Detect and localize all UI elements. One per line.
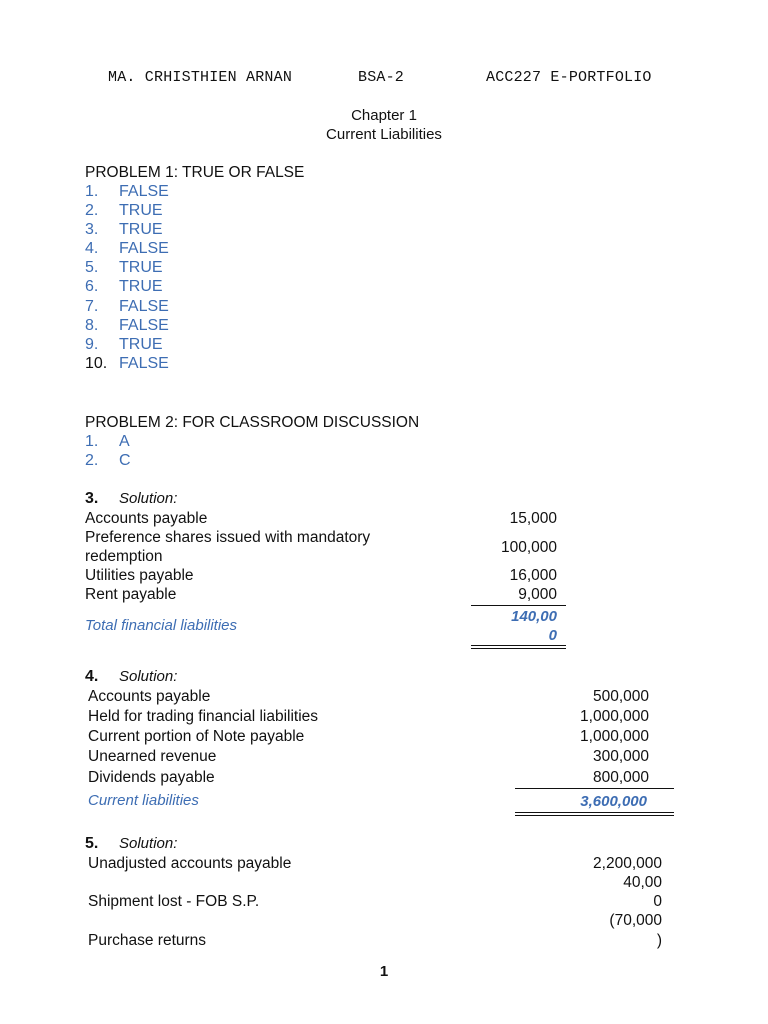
answer-text: FALSE — [119, 355, 169, 372]
solution4-number: 4. — [85, 668, 99, 685]
table-row-label: Unadjusted accounts payable — [88, 855, 292, 872]
problem1-heading: PROBLEM 1: TRUE OR FALSE — [85, 164, 305, 181]
table-row-label-cont: redemption — [85, 548, 163, 565]
total-amount-wrap: 0 — [548, 627, 557, 644]
problem2-heading: PROBLEM 2: FOR CLASSROOM DISCUSSION — [85, 414, 420, 431]
total-double-rule — [515, 812, 674, 816]
answer-text: FALSE — [119, 317, 169, 334]
course-title: ACC227 E-PORTFOLIO — [486, 69, 652, 86]
table-row-label: Shipment lost - FOB S.P. — [88, 893, 260, 910]
table-row-amount-wrap: ) — [656, 932, 662, 949]
item-number: 6. — [85, 278, 99, 295]
table-row-label: Accounts payable — [88, 688, 211, 705]
table-row-label: Accounts payable — [85, 510, 208, 527]
table-row-amount: 300,000 — [592, 748, 649, 765]
table-row-label: Held for trading financial liabilities — [88, 708, 319, 725]
subtotal-rule — [471, 605, 566, 606]
item-number: 1. — [85, 433, 99, 450]
item-number: 3. — [85, 221, 99, 238]
answer-text: FALSE — [119, 240, 169, 257]
table-row-amount: 9,000 — [518, 586, 557, 603]
program-code: BSA-2 — [358, 69, 405, 86]
solution3-label: Solution: — [119, 490, 178, 507]
answer-text: TRUE — [119, 278, 163, 295]
solution5-number: 5. — [85, 835, 99, 852]
table-row-amount: 2,200,000 — [593, 855, 662, 872]
answer-text: A — [119, 433, 130, 450]
item-number: 2. — [85, 452, 99, 469]
table-row-amount: 40,00 — [623, 874, 662, 891]
table-row-amount: (70,000 — [609, 912, 662, 929]
table-row-amount: 500,000 — [592, 688, 649, 705]
solution3-number: 3. — [85, 490, 99, 507]
solution5-label: Solution: — [119, 835, 178, 852]
table-row-label: Purchase returns — [88, 932, 207, 949]
table-row-label: Dividends payable — [88, 769, 215, 786]
answer-text: TRUE — [119, 259, 163, 276]
item-number: 2. — [85, 202, 99, 219]
item-number: 7. — [85, 298, 99, 315]
table-row-label: Current portion of Note payable — [88, 728, 305, 745]
answer-text: C — [119, 452, 131, 469]
total-label: Current liabilities — [88, 792, 199, 809]
total-double-rule — [471, 645, 566, 649]
item-number: 8. — [85, 317, 99, 334]
table-row-amount-wrap: 0 — [653, 893, 662, 910]
table-row-label: Unearned revenue — [88, 748, 217, 765]
item-number: 4. — [85, 240, 99, 257]
chapter-title: Current Liabilities — [326, 126, 442, 143]
table-row-label: Utilities payable — [85, 567, 194, 584]
answer-text: TRUE — [119, 221, 163, 238]
total-amount: 3,600,000 — [580, 793, 647, 810]
item-number: 5. — [85, 259, 99, 276]
table-row-label: Rent payable — [85, 586, 177, 603]
answer-text: FALSE — [119, 298, 169, 315]
table-row-amount: 800,000 — [592, 769, 649, 786]
table-row-amount: 100,000 — [500, 539, 557, 556]
item-number: 10. — [85, 355, 108, 372]
subtotal-rule — [515, 788, 674, 789]
page-number: 1 — [379, 963, 389, 980]
table-row-amount: 1,000,000 — [580, 728, 649, 745]
item-number: 1. — [85, 183, 99, 200]
table-row-label: Preference shares issued with mandatory — [85, 529, 371, 546]
answer-text: FALSE — [119, 183, 169, 200]
chapter-number: Chapter 1 — [351, 107, 417, 124]
solution4-label: Solution: — [119, 668, 178, 685]
table-row-amount: 15,000 — [509, 510, 557, 527]
total-amount: 140,00 — [511, 608, 557, 625]
author-name: MA. CRHISTHIEN ARNAN — [108, 69, 293, 86]
answer-text: TRUE — [119, 202, 163, 219]
total-label: Total financial liabilities — [85, 617, 238, 634]
table-row-amount: 1,000,000 — [580, 708, 649, 725]
item-number: 9. — [85, 336, 99, 353]
list-item — [85, 183, 98, 201]
answer-text: TRUE — [119, 336, 163, 353]
table-row-amount: 16,000 — [509, 567, 557, 584]
